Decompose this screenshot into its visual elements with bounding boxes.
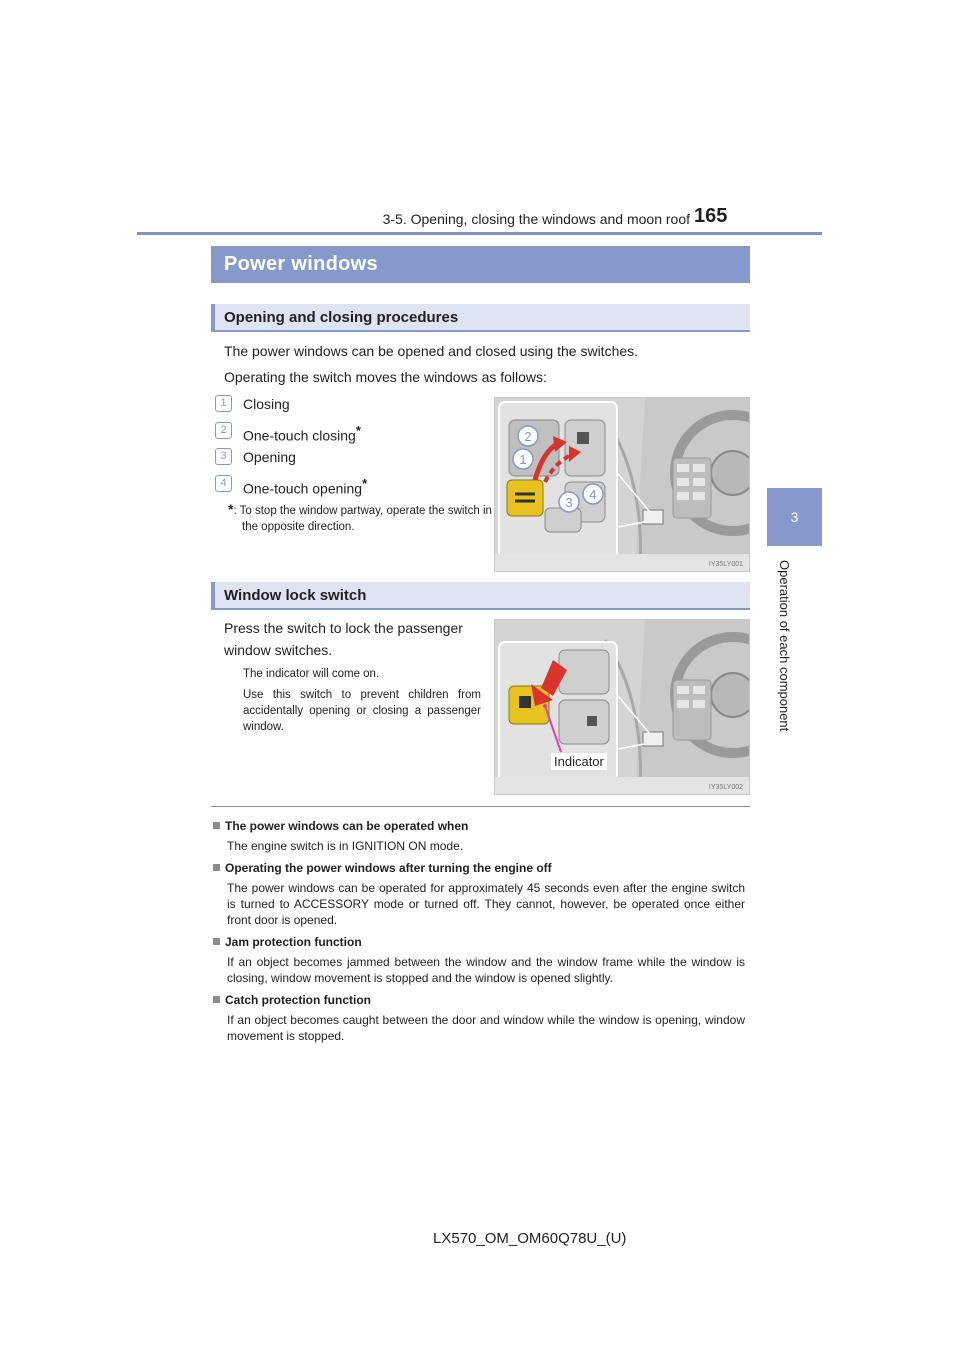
note-title-text: Operating the power windows after turning the engine off xyxy=(225,861,552,875)
list-item-label: One-touch opening xyxy=(243,480,363,497)
list-item-label: Closing xyxy=(243,396,290,412)
chapter-title: 3-5. Opening, closing the windows and moon roof xyxy=(382,211,690,227)
intro-text-1: The power windows can be opened and closed using the switches. xyxy=(224,343,639,359)
note-title xyxy=(213,935,362,949)
window-lock-switch-illustration xyxy=(494,619,750,795)
window-lock-text: Press the switch to lock the passenger window switches. xyxy=(224,620,463,658)
list-item xyxy=(243,396,290,412)
footnote xyxy=(228,501,497,535)
chapter-side-label-text: Operation of each component xyxy=(777,560,792,732)
note-title-text: Jam protection function xyxy=(225,935,362,949)
note-title xyxy=(213,861,552,875)
page-number: 165 xyxy=(694,205,728,227)
footnote-star: * xyxy=(362,476,368,491)
note-body: The power windows can be operated for approximately 45 seconds even after the engine switch is turned to ACCESSORY mode or turned off. They cannot, however, be operated once either front door is opened. xyxy=(227,881,745,927)
note-body: If an object becomes jammed between the window and the window frame while the window is closing, window movement is stopped and the window is opened slightly. xyxy=(227,955,745,985)
list-item-label: Opening xyxy=(243,449,296,465)
footnote-star: * xyxy=(355,423,361,438)
list-item xyxy=(243,423,361,444)
notes-divider xyxy=(211,806,750,807)
window-lock-note-2: Use this switch to prevent children from accidentally opening or closing a passenger window. xyxy=(243,689,481,733)
image-code-2: IY35LY002 xyxy=(708,784,743,791)
square-bullet-icon xyxy=(213,864,220,871)
note-body: The engine switch is in IGNITION ON mode. xyxy=(227,839,464,853)
chapter-tab[interactable]: 3 xyxy=(767,488,822,546)
indicator-label: Indicator xyxy=(551,753,607,770)
square-bullet-icon xyxy=(213,938,220,945)
callout-2: 2 xyxy=(524,429,532,444)
window-lock-note-1: The indicator will come on. xyxy=(243,668,380,680)
item-number-badge: 3 xyxy=(215,448,232,465)
callout-1: 1 xyxy=(519,452,527,467)
power-window-switch-illustration xyxy=(494,397,750,572)
note-title xyxy=(213,993,371,1007)
subsection-heading-opening-closing: Opening and closing procedures xyxy=(211,304,750,332)
item-number-badge: 4 xyxy=(215,475,232,492)
callout-3: 3 xyxy=(565,495,573,510)
header-rule xyxy=(137,232,822,235)
list-item xyxy=(243,449,296,465)
chapter-side-label xyxy=(774,560,792,750)
note-title xyxy=(213,819,468,833)
subsection-heading-window-lock: Window lock switch xyxy=(211,582,750,610)
intro-text-2: Operating the switch moves the windows as follows: xyxy=(224,369,547,385)
square-bullet-icon xyxy=(213,996,220,1003)
square-bullet-icon xyxy=(213,822,220,829)
note-body: If an object becomes caught between the door and window while the window is opening, window movement is stopped. xyxy=(227,1013,745,1043)
list-item-label: One-touch closing xyxy=(243,427,356,444)
callout-4: 4 xyxy=(589,487,597,502)
footnote-mark: * xyxy=(228,501,234,517)
note-title-text: Catch protection function xyxy=(225,993,371,1007)
item-number-badge: 2 xyxy=(215,422,232,439)
note-title-text: The power windows can be operated when xyxy=(225,819,469,833)
document-id: LX570_OM_OM60Q78U_(U) xyxy=(433,1230,627,1247)
item-number-badge: 1 xyxy=(215,395,232,412)
image-code-1: IY35LY001 xyxy=(708,561,743,568)
footnote-text: : To stop the window partway, operate the switch in the opposite direction. xyxy=(233,505,492,533)
section-title: Power windows xyxy=(211,246,750,283)
list-item xyxy=(243,476,367,497)
